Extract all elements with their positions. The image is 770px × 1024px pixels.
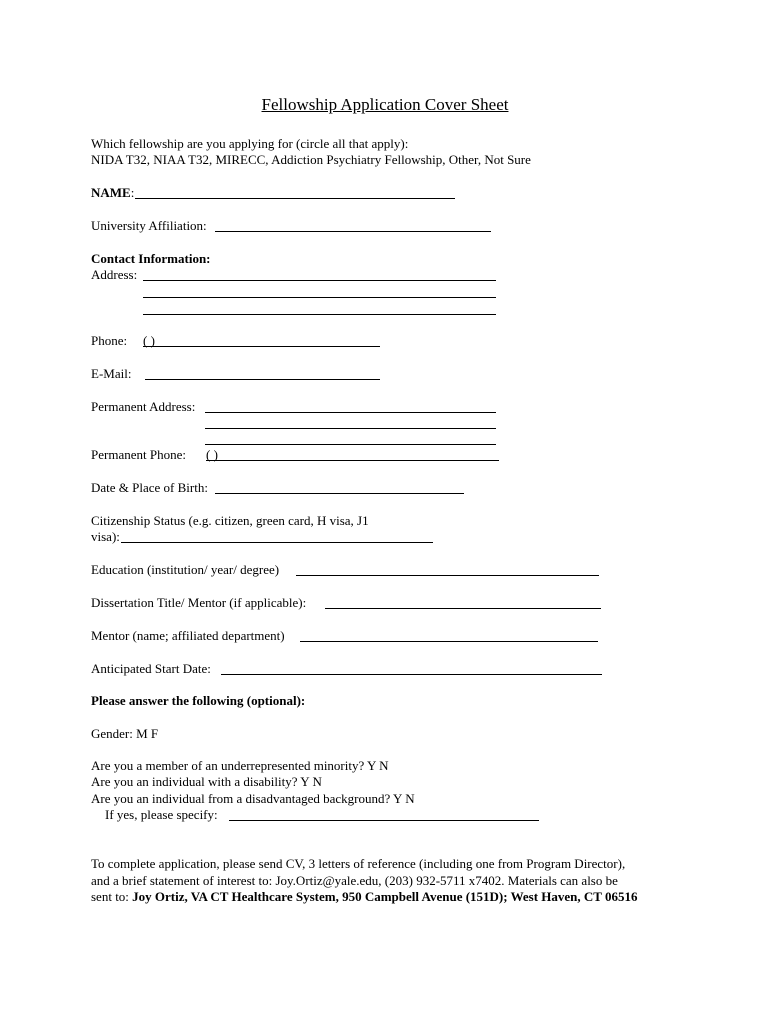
citizenship-label-line2: visa):	[91, 529, 120, 544]
birth-field-line[interactable]	[215, 493, 464, 494]
mentor-field-line[interactable]	[300, 641, 598, 642]
fellowship-options: NIDA T32, NIAA T32, MIRECC, Addiction Psychiatry Fellowship, Other, Not Sure	[91, 152, 531, 167]
phone-label: Phone:	[91, 333, 128, 348]
closing-line-2: and a brief statement of interest to: Joy.Ortiz@yale.edu, (203) 932-5711 x7402. Materials can also be	[91, 873, 618, 888]
dissertation-label: Dissertation Title/ Mentor (if applicable):	[91, 595, 307, 610]
gender-question: Gender: M F	[91, 726, 159, 741]
closing-line-3	[91, 889, 637, 905]
email-field-line[interactable]	[145, 379, 380, 380]
disability-question: Are you an individual with a disability? Y N	[91, 774, 322, 789]
education-label: Education (institution/ year/ degree)	[91, 562, 280, 577]
perm-address-label: Permanent Address:	[91, 399, 196, 414]
mailing-address: Joy Ortiz, VA CT Healthcare System, 950 Campbell Avenue (151D); West Haven, CT 06516	[132, 889, 638, 904]
phone-area-code: ( )	[143, 333, 155, 348]
perm-address-line-3[interactable]	[205, 444, 496, 445]
name-label: NAME:	[91, 185, 135, 200]
address-line-3[interactable]	[143, 314, 496, 315]
birth-label: Date & Place of Birth:	[91, 480, 208, 495]
closing-line-1: To complete application, please send CV, 3 letters of reference (including one from Program Director),	[91, 856, 626, 871]
start-date-field-line[interactable]	[221, 674, 602, 675]
citizenship-label-line1: Citizenship Status (e.g. citizen, green card, H visa, J1	[91, 513, 369, 528]
mentor-label: Mentor (name; affiliated department)	[91, 628, 285, 643]
perm-address-line-2[interactable]	[205, 428, 496, 429]
start-date-label: Anticipated Start Date:	[91, 661, 211, 676]
affiliation-field-line[interactable]	[215, 231, 491, 232]
perm-address-line-1[interactable]	[205, 412, 496, 413]
specify-field-line[interactable]	[229, 820, 539, 821]
contact-heading: Contact Information:	[91, 251, 211, 266]
affiliation-label: University Affiliation:	[91, 218, 207, 233]
address-line-1[interactable]	[143, 280, 496, 281]
name-field-line[interactable]	[135, 198, 455, 199]
fellowship-question: Which fellowship are you applying for (circle all that apply):	[91, 136, 409, 151]
page-title: Fellowship Application Cover Sheet	[261, 95, 509, 114]
perm-phone-field-line[interactable]	[206, 460, 499, 461]
education-field-line[interactable]	[296, 575, 599, 576]
phone-field-line[interactable]	[143, 346, 380, 347]
optional-heading: Please answer the following (optional):	[91, 693, 306, 708]
perm-phone-area-code: ( )	[206, 447, 218, 462]
address-label: Address:	[91, 267, 138, 282]
disadvantaged-question: Are you an individual from a disadvantaged background? Y N	[91, 791, 415, 806]
closing-line-3-prefix: sent to:	[91, 889, 133, 904]
citizenship-field-line[interactable]	[121, 542, 433, 543]
perm-phone-label: Permanent Phone:	[91, 447, 186, 462]
minority-question: Are you a member of an underrepresented minority? Y N	[91, 758, 389, 773]
dissertation-field-line[interactable]	[325, 608, 601, 609]
email-label: E-Mail:	[91, 366, 132, 381]
specify-label: If yes, please specify:	[105, 807, 218, 822]
address-line-2[interactable]	[143, 297, 496, 298]
